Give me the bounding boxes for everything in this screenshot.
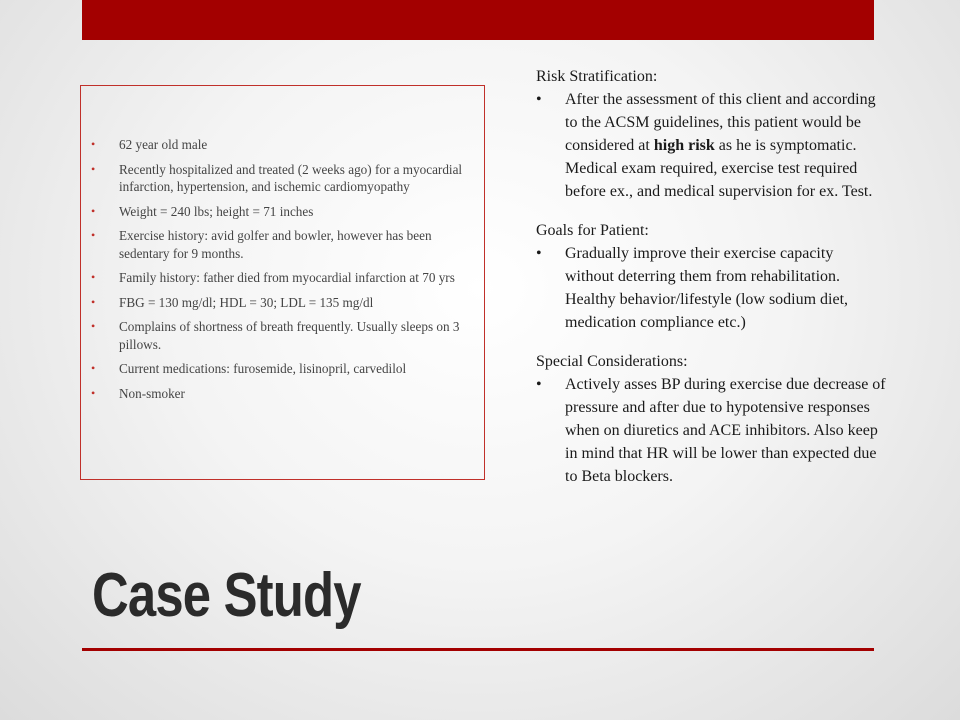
special-text: Actively asses BP during exercise due decrease of pressure and after due to hypotensive responses when on diuretics and ACE inhibitors. Also keep in mind that HR will be lower than expected due to Beta blockers. — [565, 376, 886, 485]
patient-info-list — [91, 136, 474, 409]
goals-text: Gradually improve their exercise capacity without deterring them from rehabilitation. Healthy behavior/lifestyle (low sodium diet, medication compliance etc.) — [565, 245, 849, 331]
goals-bullet — [536, 242, 886, 334]
spacer — [536, 334, 886, 350]
special-bullet — [536, 373, 886, 488]
bullet-icon: • — [91, 161, 96, 176]
bullet-icon: • — [91, 385, 96, 400]
goals-heading: Goals for Patient: — [536, 222, 649, 239]
special-heading: Special Considerations: — [536, 353, 688, 370]
list-item: • Complains of shortness of breath frequently. Usually sleeps on 3 pillows. — [91, 319, 460, 352]
list-item: • Family history: father died from myocardial infarction at 70 yrs — [91, 270, 455, 285]
list-item: • Exercise history: avid golfer and bowler, however has been sedentary for 9 months. — [91, 228, 432, 261]
risk-bullet — [536, 88, 886, 203]
risk-emphasis: high risk — [653, 137, 715, 154]
bullet-icon: • — [91, 270, 96, 284]
bullet-icon: • — [536, 376, 542, 393]
risk-text-before: After the assessment of this client and according to the ACSM guidelines, this patient would be considered at — [565, 91, 876, 154]
bullet-icon: • — [91, 203, 96, 218]
bullet-icon: • — [536, 245, 542, 262]
bullet-icon: • — [91, 228, 96, 242]
spacer — [536, 203, 886, 219]
list-item: • Non-smoker — [91, 385, 185, 401]
list-item: • FBG = 130 mg/dl; HDL = 30; LDL = 135 mg/dl — [91, 294, 374, 310]
patient-info-box — [80, 85, 485, 480]
risk-text-after: as he is symptomatic. Medical exam required, exercise test required before ex., and medical supervision for ex. Test. — [565, 137, 873, 200]
bullet-icon: • — [91, 319, 96, 333]
slide-title: Case Study — [92, 561, 361, 630]
title-underline — [82, 648, 874, 651]
risk-heading: Risk Stratification: — [536, 68, 658, 85]
list-item: • 62 year old male — [91, 137, 208, 152]
bullet-icon: • — [91, 137, 96, 151]
list-item: • Recently hospitalized and treated (2 weeks ago) for a myocardial infarction, hypertension, and ischemic cardiomyopathy — [91, 161, 463, 194]
top-accent-bar — [82, 0, 874, 40]
bullet-icon: • — [91, 294, 96, 309]
assessment-column — [536, 65, 886, 488]
list-item: • Weight = 240 lbs; height = 71 inches — [91, 203, 314, 219]
list-item: • Current medications: furosemide, lisinopril, carvedilol — [91, 361, 407, 376]
bullet-icon: • — [536, 91, 542, 108]
bullet-icon: • — [91, 361, 96, 375]
